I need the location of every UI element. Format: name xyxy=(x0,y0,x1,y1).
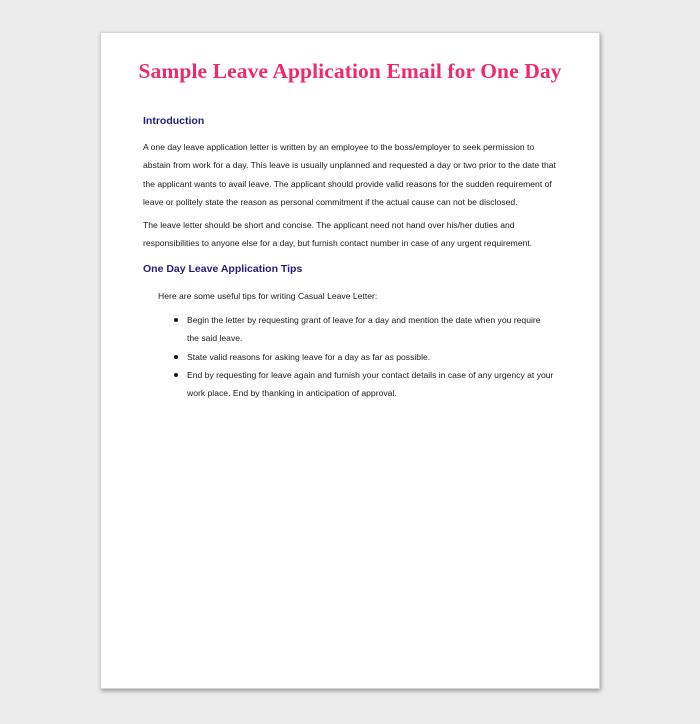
intro-paragraph-1: A one day leave application letter is written by an employee to the boss/employer to seek permission to abstain from work for a day. This leave is usually unplanned and requested a day or two prior to the date that the applicant wants to avail leave. The applicant should provide valid reasons for the sudden requirement of leave or politely state the reason as personal commitment if the actual cause can not be disclosed. xyxy=(143,142,556,208)
bullet-icon xyxy=(174,355,178,359)
bullet-icon xyxy=(174,373,178,377)
list-item xyxy=(174,311,547,348)
tip-text: Begin the letter by requesting grant of leave for a day and mention the date when you require the said leave. xyxy=(187,314,541,344)
list-item xyxy=(174,366,559,403)
tip-text: End by requesting for leave again and furnish your contact details in case of any urgency at your work place. End by thanking in anticipation of approval. xyxy=(187,370,554,399)
introduction-heading: Introduction xyxy=(143,115,205,127)
tips-intro: Here are some useful tips for writing Casual Leave Letter: xyxy=(158,291,378,302)
document-page xyxy=(100,32,600,689)
tip-text: State valid reasons for asking leave for a day as far as possible. xyxy=(187,351,431,362)
tips-list xyxy=(143,311,563,403)
document-title: Sample Leave Application Email for One Day xyxy=(138,59,562,83)
list-item xyxy=(174,348,547,366)
bullet-icon xyxy=(174,318,178,322)
document-body xyxy=(143,115,563,403)
tips-heading: One Day Leave Application Tips xyxy=(143,263,303,276)
intro-paragraph-2: The leave letter should be short and concise. The applicant need not hand over his/her duties and responsibilities to anyone else for a day, but furnish contact number in case of any urgent requirement. xyxy=(143,219,533,249)
